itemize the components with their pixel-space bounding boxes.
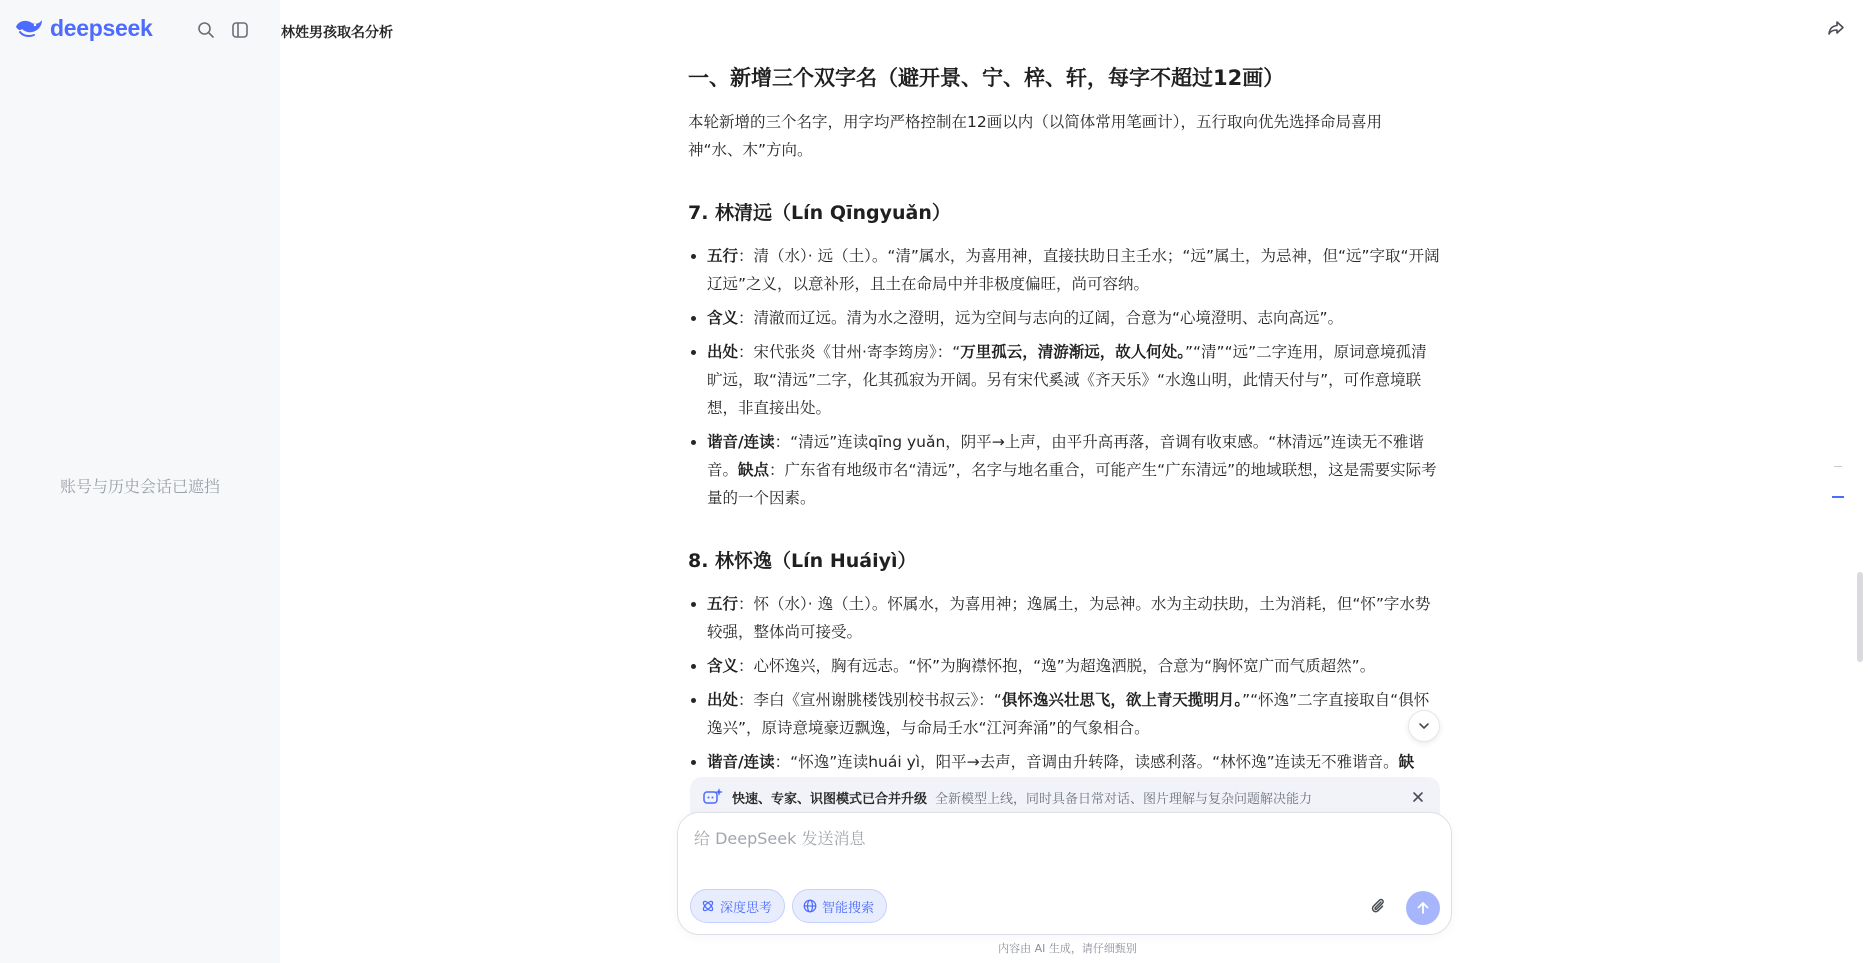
list-item	[688, 242, 1440, 298]
item-text: ：清澈而辽远。清为水之澄明，远为空间与志向的辽阔，合意为“心境澄明、志向高远”。	[738, 309, 1344, 327]
name7-heading: 7. 林清远（Lín Qīngyuǎn）	[688, 202, 951, 224]
send-button[interactable]	[1406, 891, 1440, 925]
deepseek-logo[interactable]	[14, 15, 152, 42]
item-label: 含义	[707, 309, 739, 327]
list-item	[688, 304, 1440, 332]
item-label: 含义	[707, 657, 739, 675]
chevron-down-icon	[1417, 719, 1431, 733]
whale-logo-icon	[14, 17, 44, 39]
list-item	[688, 748, 1440, 776]
item-text: ：“怀逸”连读huái yì，阳平→去声，音调由升转降，读感利落。“林怀逸”连读无不雅谐音。	[774, 753, 1399, 771]
name7-list	[688, 242, 1440, 518]
upgrade-notice	[690, 777, 1440, 817]
brand-name: deepseek	[50, 14, 153, 41]
outline-marker-active[interactable]	[1832, 496, 1844, 498]
item-label: 谐音/连读	[707, 753, 775, 771]
toggle-sidebar-icon[interactable]	[230, 20, 250, 40]
item-quote: 万里孤云，清游渐远，故人何处。	[960, 343, 1185, 361]
name8-heading: 8. 林怀逸（Lín Huáiyì）	[688, 550, 917, 572]
arrow-up-icon	[1415, 900, 1431, 916]
item-text: ：“清远”连读qīng yuǎn，阴平→上声，由平升高再落，音调有收束感。“林清远”连读无不雅谐音。	[707, 433, 1424, 479]
list-item	[688, 590, 1440, 646]
web-search-toggle[interactable]	[792, 889, 887, 923]
item-quote: 俱怀逸兴壮思飞，欲上青天揽明月。	[1001, 691, 1243, 709]
item-label: 五行	[707, 595, 739, 613]
outline-marker[interactable]	[1834, 466, 1842, 467]
sidebar	[0, 0, 280, 963]
item-text: ：心怀逸兴，胸有远志。“怀”为胸襟怀抱，“逸”为超逸洒脱，合意为“胸怀宽广而气质超然”。	[738, 657, 1376, 675]
item-text: ：清（水）· 远（土）。“清”属水，为喜用神，直接扶助日主壬水；“远”属土，为忌神，但“远”字取“开阔辽远”之义，以意补形，且土在命局中并非极度偏旺，尚可容纳。	[707, 247, 1440, 293]
item-label: 缺点	[738, 461, 770, 479]
item-text: ”“怀逸”二字直接取自“俱怀逸兴”，原诗意境豪迈飘逸，与命局壬水“江河奔涌”的气象相合。	[707, 691, 1430, 737]
conversation-title: 林姓男孩取名分析	[281, 25, 393, 41]
list-item	[688, 338, 1440, 422]
message-input[interactable]	[694, 829, 1394, 848]
notice-title: 快速、专家、识图模式已合并升级	[732, 791, 928, 807]
atom-icon	[701, 899, 715, 913]
section-heading: 一、新增三个双字名（避开景、宁、梓、轩，每字不超过12画）	[688, 66, 1285, 90]
paperclip-icon[interactable]	[1368, 896, 1388, 916]
scrollbar-thumb[interactable]	[1857, 572, 1863, 662]
ai-disclaimer: 内容由 AI 生成，请仔细甄别	[998, 942, 1137, 955]
notice-description: 全新模型上线，同时具备日常对话、图片理解与复杂问题解决能力	[935, 791, 1313, 807]
item-label: 出处	[707, 343, 739, 361]
item-text: ：李白《宣州谢朓楼饯别校书叔云》：“	[738, 691, 1002, 709]
item-label: 五行	[707, 247, 739, 265]
item-label: 缺	[1398, 753, 1415, 771]
message-composer	[677, 812, 1452, 935]
globe-icon	[803, 899, 817, 913]
sidebar-hidden-note: 账号与历史会话已遮挡	[59, 477, 220, 496]
web-search-label: 智能搜索	[822, 900, 875, 916]
chat-content	[688, 0, 1440, 800]
item-label: 谐音/连读	[707, 433, 775, 451]
deep-think-toggle[interactable]	[690, 889, 785, 923]
share-icon[interactable]	[1826, 18, 1846, 38]
item-text: ：广东省有地级市名“清远”，名字与地名重合，可能产生“广东清远”的地域联想，这是需要实际考量的一个因素。	[707, 461, 1437, 507]
list-item	[688, 652, 1440, 680]
scroll-to-bottom-button[interactable]	[1408, 710, 1440, 742]
item-text: ：怀（水）· 逸（土）。怀属水，为喜用神；逸属土，为忌神。水为主动扶助，土为消耗，但“怀”字水势较强，整体尚可接受。	[707, 595, 1431, 641]
item-text: ”“清”“远”二字连用，原词意境孤清旷远，取“清远”二字，化其孤寂为开阔。另有宋代奚淢《齐天乐》“水逸山明，此情天付与”，可作意境联想，非直接出处。	[707, 343, 1427, 417]
list-item	[688, 686, 1440, 742]
search-icon[interactable]	[196, 20, 216, 40]
item-text: ：宋代张炎《甘州·寄李筠房》：“	[738, 343, 961, 361]
deep-think-label: 深度思考	[720, 900, 773, 916]
item-label: 出处	[707, 691, 739, 709]
close-icon[interactable]	[1410, 789, 1426, 805]
sparkle-chat-icon	[702, 787, 724, 807]
section-intro: 本轮新增的三个名字，用字均严格控制在12画以内（以简体常用笔画计），五行取向优先选择命局喜用神“水、木”方向。	[688, 113, 1382, 159]
name8-list	[688, 590, 1440, 782]
list-item	[688, 428, 1440, 512]
